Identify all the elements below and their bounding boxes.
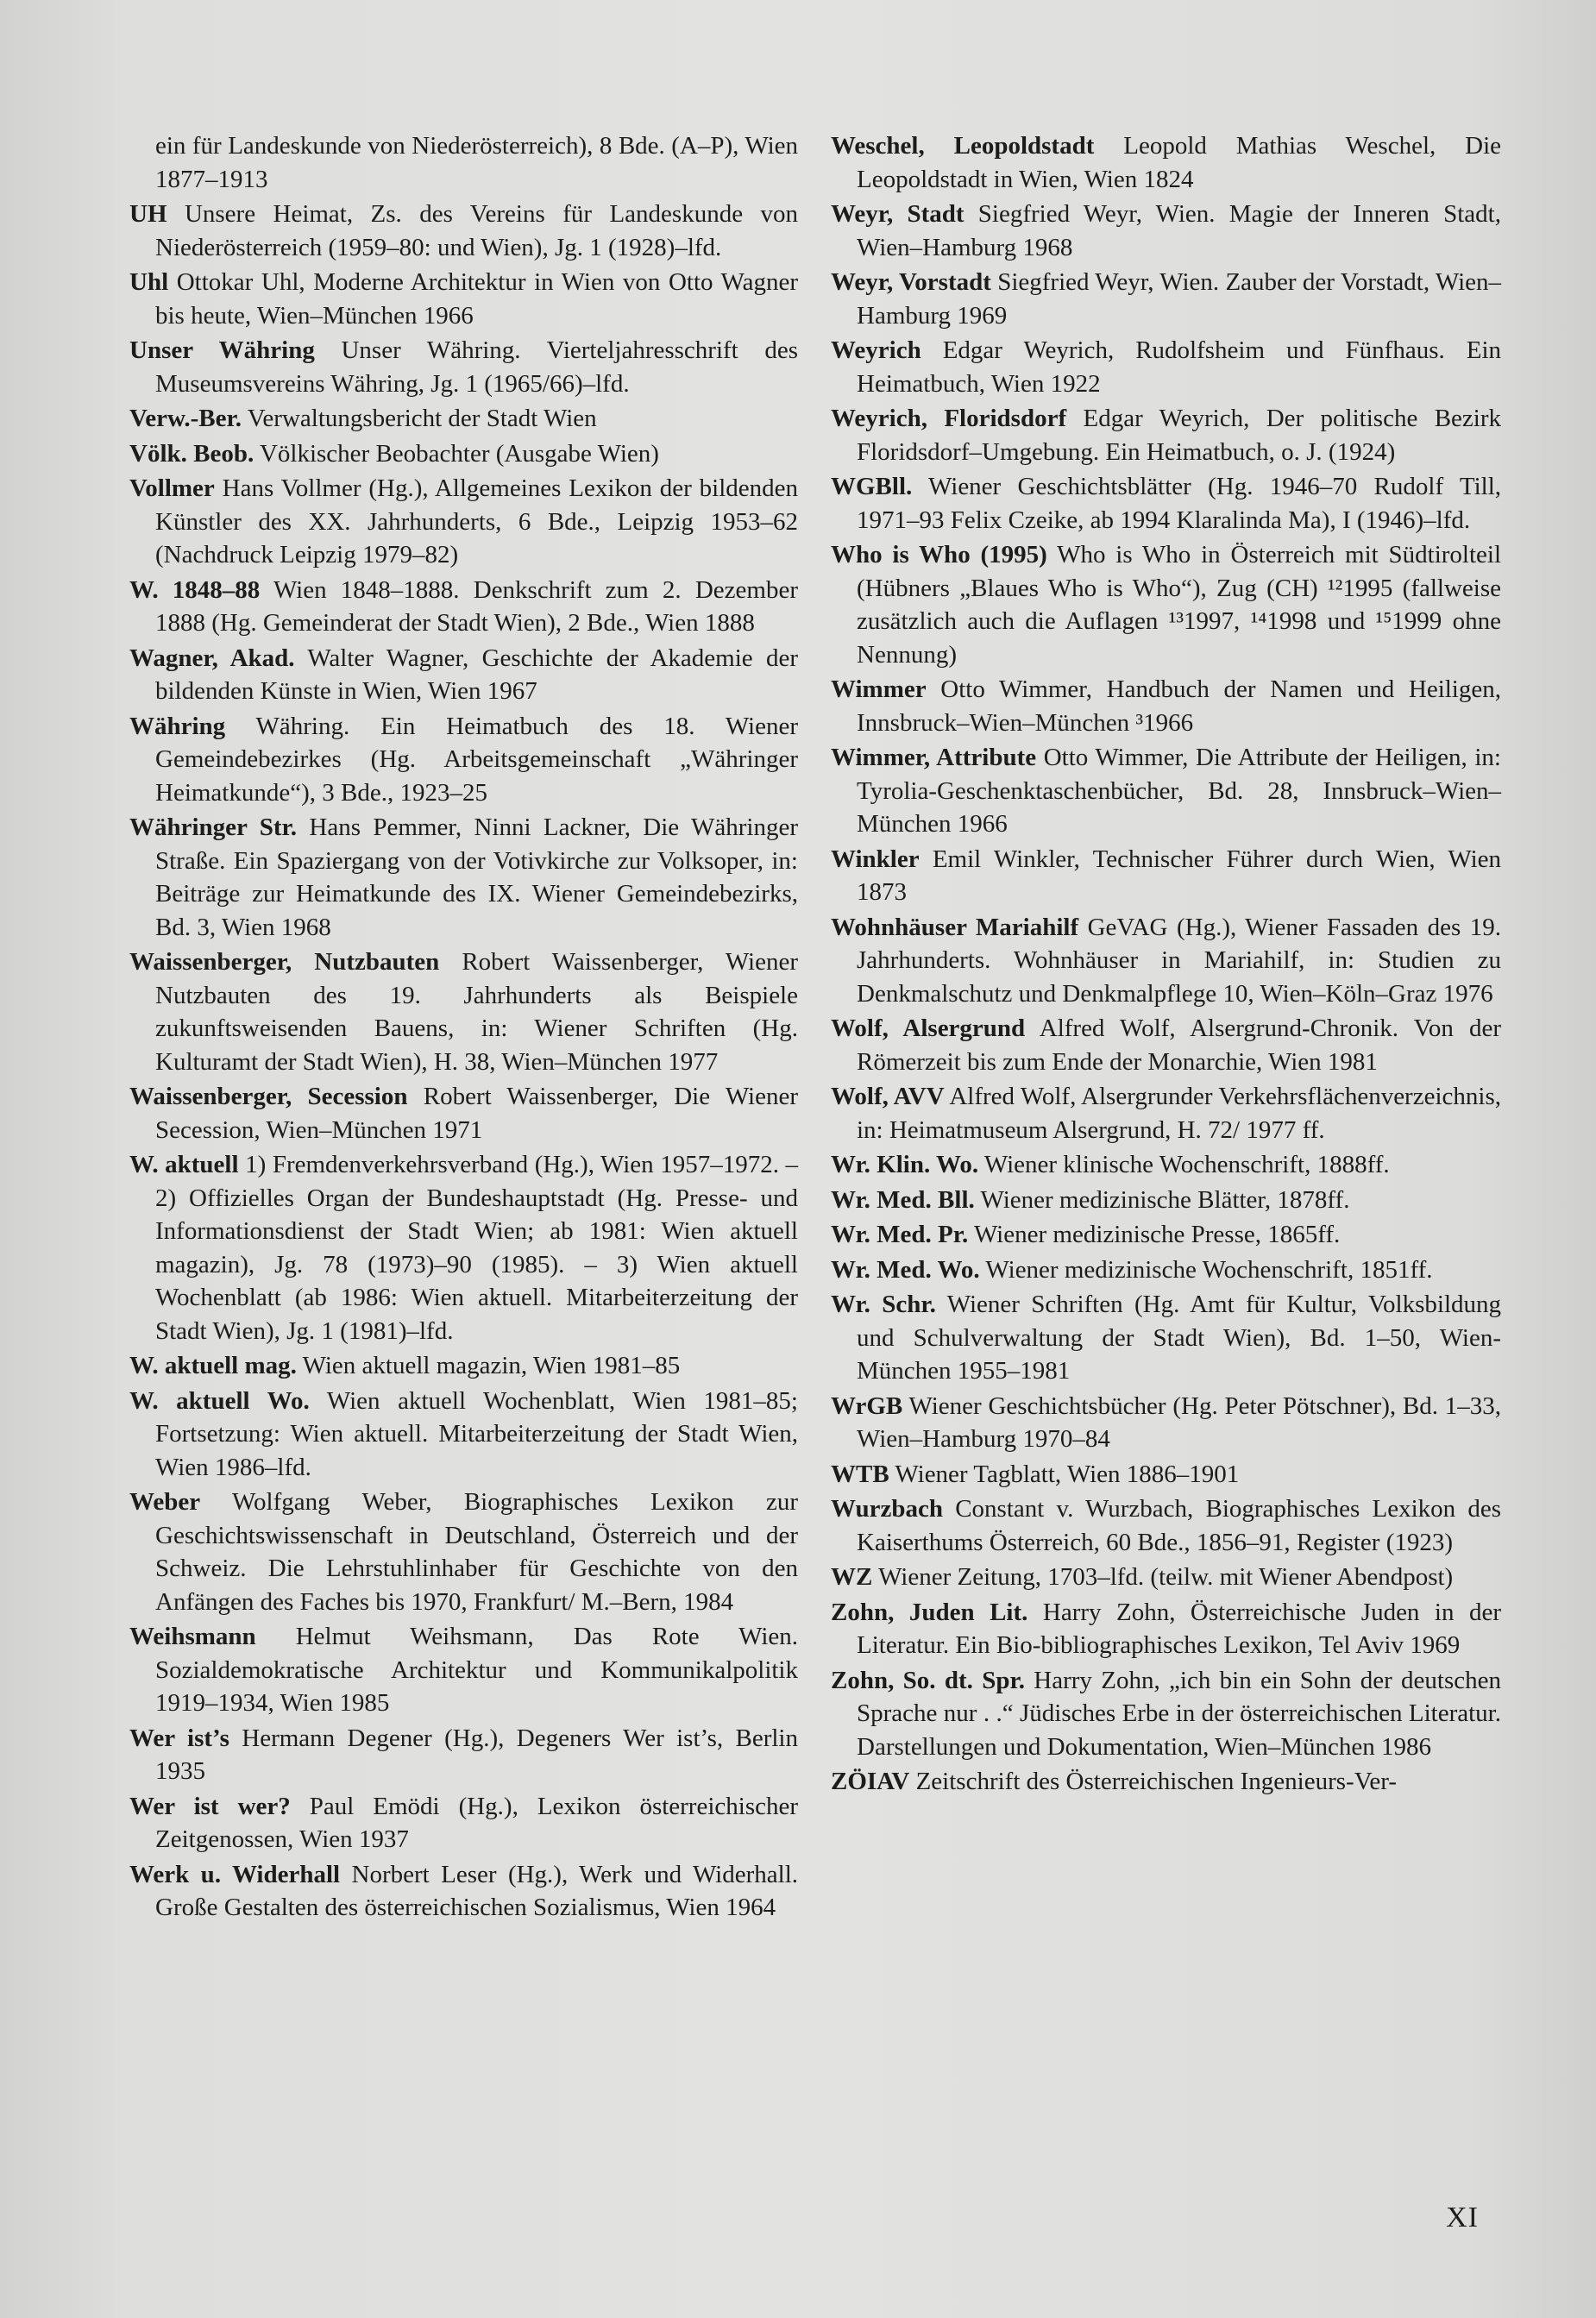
bibliography-entry xyxy=(831,1664,1501,1764)
bibliography-entry xyxy=(831,911,1501,1011)
bibliography-entry xyxy=(831,1148,1501,1182)
entry-abbreviation: Werk u. Widerhall xyxy=(129,1860,341,1888)
entry-text: Alfred Wolf, Alsergrund-Chronik. Von der Römerzeit bis zum Ende der Monarchie, Wien 1981 xyxy=(857,1015,1501,1076)
entry-text: Unsere Heimat, Zs. des Vereins für Landeskunde von Niederösterreich (1959–80: und Wien), Jg. 1 (1928)–lfd. xyxy=(155,200,798,261)
entry-abbreviation: WrGB xyxy=(831,1391,903,1420)
entry-abbreviation: Unser Währing xyxy=(129,336,315,364)
entry-text: Constant v. Wurzbach, Biographisches Lexikon des Kaiserthums Österreich, 60 Bde., 1856–91, Register (1923) xyxy=(857,1495,1501,1556)
entry-abbreviation: Weber xyxy=(129,1488,201,1516)
bibliography-entry xyxy=(129,1858,798,1925)
entry-text: Robert Waissenberger, Wiener Nutzbauten des 19. Jahrhunderts als Beispiele zukunftsweisenden Bauens, in: Wiener Schriften (Hg. Kulturamt der Stadt Wien), H. 38, Wien–München 1977 xyxy=(155,948,799,1076)
bibliography-entry xyxy=(831,843,1501,909)
entry-text: Wien aktuell magazin, Wien 1981–85 xyxy=(302,1352,681,1379)
entry-abbreviation: Wer ist wer? xyxy=(129,1792,291,1820)
entry-text: Paul Emödi (Hg.), Lexikon österreichischer Zeitgenossen, Wien 1937 xyxy=(155,1792,799,1853)
entry-text: GeVAG (Hg.), Wiener Fassaden des 19. Jahrhunderts. Wohnhäuser in Mariahilf, in: Studien zu Denkmalschutz und Denkmalpflege 10, Wien–Köln–Graz 1976 xyxy=(857,913,1502,1008)
entry-text: 1) Fremdenverkehrsverband (Hg.), Wien 1957–1972. – 2) Offizielles Organ der Bundeshauptstadt (Hg. Presse- und Informationsdienst der Stadt Wien; ab 1981: Wien aktuell magazin), Jg. 78 (1973)–90 (1985). – 3) Wien aktuell Wochenblatt (ab 1986: Wien aktuell. Mitarbeiterzeitung der Stadt Wien), Jg. 1 (1981)–lfd. xyxy=(155,1151,798,1345)
entry-abbreviation: Wolf, AVV xyxy=(831,1083,945,1110)
bibliography-entry xyxy=(129,1385,798,1485)
entry-text: Norbert Leser (Hg.), Werk und Widerhall. Große Gestalten des österreichischen Sozialismus, Wien 1964 xyxy=(155,1860,799,1921)
bibliography-entry xyxy=(831,1253,1501,1287)
bibliography-entry xyxy=(831,334,1501,400)
entry-text: Siegfried Weyr, Wien. Magie der Inneren Stadt, Wien–Hamburg 1968 xyxy=(857,200,1501,261)
entry-abbreviation: Zohn, So. dt. Spr. xyxy=(831,1666,1025,1694)
entry-abbreviation: W. 1848–88 xyxy=(129,575,261,604)
entry-text: Harry Zohn, Österreichische Juden in der Literatur. Ein Bio-bibliographisches Lexikon, Tel Aviv 1969 xyxy=(857,1598,1501,1659)
bibliography-entry xyxy=(129,574,798,640)
bibliography-entry xyxy=(129,1620,798,1720)
entry-abbreviation: Waissenberger, Nutzbauten xyxy=(129,948,440,976)
entry-text: Siegfried Weyr, Wien. Zauber der Vorstadt, Wien–Hamburg 1969 xyxy=(857,268,1501,330)
entry-abbreviation: Weyr, Stadt xyxy=(831,200,965,228)
entry-text: Harry Zohn, „ich bin ein Sohn der deutschen Sprache nur . .“ Jüdisches Erbe in der österreichischen Literatur. Darstellungen und Dokumentation, Wien–München 1986 xyxy=(857,1666,1502,1761)
bibliography-entry xyxy=(831,1080,1501,1146)
bibliography-entry xyxy=(129,811,798,944)
entry-text: Hermann Degener (Hg.), Degeners Wer ist’s, Berlin 1935 xyxy=(155,1724,798,1785)
entry-text: Wien 1848–1888. Denkschrift zum 2. Dezember 1888 (Hg. Gemeinderat der Stadt Wien), 2 Bde., Wien 1888 xyxy=(155,575,798,637)
entry-text: Ottokar Uhl, Moderne Architektur in Wien von Otto Wagner bis heute, Wien–München 1966 xyxy=(155,268,799,330)
bibliography-entry xyxy=(129,1148,798,1347)
entry-abbreviation: Waissenberger, Secession xyxy=(129,1083,408,1110)
bibliography-entry xyxy=(831,1458,1501,1492)
entry-abbreviation: Wr. Med. Pr. xyxy=(831,1221,969,1248)
bibliography-entry xyxy=(831,1390,1501,1456)
entry-abbreviation: WZ xyxy=(831,1563,873,1591)
entry-abbreviation: Wolf, Alsergrund xyxy=(831,1015,1026,1042)
bibliography-entry xyxy=(129,472,798,572)
bibliography-entry xyxy=(831,1288,1501,1388)
entry-text: Leopold Mathias Weschel, Die Leopoldstadt in Wien, Wien 1824 xyxy=(857,132,1501,193)
entry-abbreviation: Weyrich, Floridsdorf xyxy=(831,405,1067,432)
entry-text: Wiener Geschichtsbücher (Hg. Peter Pötschner), Bd. 1–33, Wien–Hamburg 1970–84 xyxy=(857,1391,1501,1453)
bibliography-entry xyxy=(831,402,1501,468)
bibliography-entry xyxy=(129,1486,798,1618)
entry-abbreviation: Weyrich xyxy=(831,336,921,364)
entry-text: Unser Währing. Vierteljahresschrift des Museumsvereins Währing, Jg. 1 (1965/66)–lfd. xyxy=(155,336,798,398)
bibliography-entry xyxy=(129,1080,798,1146)
bibliography-entry xyxy=(129,266,798,332)
entry-abbreviation: Wurzbach xyxy=(831,1495,943,1523)
bibliography-entry xyxy=(831,129,1501,196)
bibliography-entry xyxy=(831,1765,1501,1799)
entry-text: Otto Wimmer, Handbuch der Namen und Heiligen, Innsbruck–Wien–München ³1966 xyxy=(857,675,1501,737)
entry-text: Walter Wagner, Geschichte der Akademie der bildenden Künste in Wien, Wien 1967 xyxy=(155,644,798,705)
entry-text: Wiener medizinische Blätter, 1878ff. xyxy=(980,1185,1350,1214)
entry-abbreviation: Zohn, Juden Lit. xyxy=(831,1598,1028,1626)
entry-abbreviation: Völk. Beob. xyxy=(129,439,254,468)
entry-text: Edgar Weyrich, Der politische Bezirk Floridsdorf–Umgebung. Ein Heimatbuch, o. J. (1924) xyxy=(857,405,1501,466)
entry-text: Alfred Wolf, Alsergrunder Verkehrsflächenverzeichnis, in: Heimatmuseum Alsergrund, H. 72/ 1977 ff. xyxy=(857,1083,1501,1144)
entry-abbreviation: Weihsmann xyxy=(129,1623,256,1650)
entry-abbreviation: Währinger Str. xyxy=(129,813,298,841)
bibliography-entry xyxy=(831,1012,1501,1078)
entry-abbreviation: Weschel, Leopoldstadt xyxy=(831,132,1095,160)
bibliography-entry xyxy=(831,1492,1501,1559)
entry-abbreviation: Währing xyxy=(129,712,226,740)
left-column xyxy=(129,129,798,1926)
entry-text: Helmut Weihsmann, Das Rote Wien. Sozialdemokratische Architektur und Kommunikalpolitik 1919–1934, Wien 1985 xyxy=(155,1623,798,1717)
entry-abbreviation: Wagner, Akad. xyxy=(129,644,295,672)
entry-text: Wiener medizinische Presse, 1865ff. xyxy=(973,1221,1341,1248)
entry-text: Wiener medizinische Wochenschrift, 1851ff. xyxy=(985,1255,1433,1284)
bibliography-entry xyxy=(831,1218,1501,1252)
entry-abbreviation: Uhl xyxy=(129,268,169,296)
entry-text: Wiener Zeitung, 1703–lfd. (teilw. mit Wiener Abendpost) xyxy=(878,1563,1454,1591)
bibliography-entry xyxy=(129,1790,798,1856)
entry-text: Währing. Ein Heimatbuch des 18. Wiener Gemeindebezirkes (Hg. Arbeitsgemeinschaft „Währinger Heimatkunde“), 3 Bde., 1923–25 xyxy=(155,712,798,807)
entry-text: Völkischer Beobachter (Ausgabe Wien) xyxy=(259,439,659,468)
bibliography-entry xyxy=(129,129,798,196)
entry-abbreviation: WTB xyxy=(831,1460,889,1488)
bibliography-entry xyxy=(129,1349,798,1383)
entry-text: ein für Landeskunde von Niederösterreich), 8 Bde. (A–P), Wien 1877–1913 xyxy=(155,132,798,193)
entry-text: Hans Pemmer, Ninni Lackner, Die Währinger Straße. Ein Spaziergang von der Votivkirche zur Volksoper, in: Beiträge zur Heimatkunde des IX. Wiener Gemeindebezirks, Bd. 3, Wien 1968 xyxy=(155,813,798,941)
bibliography-entry xyxy=(129,198,798,264)
bibliography-entry xyxy=(129,642,798,708)
entry-abbreviation: WGBll. xyxy=(831,473,913,500)
bibliography-entry xyxy=(831,198,1501,264)
bibliography-entry xyxy=(831,673,1501,739)
bibliography-entry xyxy=(129,334,798,400)
entry-abbreviation: Wimmer xyxy=(831,675,927,703)
entry-text: Zeitschrift des Österreichischen Ingenieurs-Ver- xyxy=(915,1768,1398,1795)
entry-abbreviation: Wr. Med. Wo. xyxy=(831,1255,980,1284)
bibliography-entry xyxy=(129,1722,798,1788)
entry-abbreviation: W. aktuell mag. xyxy=(129,1352,297,1379)
entry-abbreviation: Wohnhäuser Mariahilf xyxy=(831,913,1079,941)
bibliography-entry xyxy=(831,1184,1501,1217)
entry-abbreviation: Who is Who (1995) xyxy=(831,541,1047,569)
entry-abbreviation: Weyr, Vorstadt xyxy=(831,268,991,296)
entry-text: Wien aktuell Wochenblatt, Wien 1981–85; Fortsetzung: Wien aktuell. Mitarbeiterzeitung der Stadt Wien, Wien 1986–lfd. xyxy=(155,1386,798,1481)
entry-text: Emil Winkler, Technischer Führer durch Wien, Wien 1873 xyxy=(857,845,1502,906)
bibliography-entry xyxy=(831,538,1501,671)
entry-abbreviation: Vollmer xyxy=(129,474,215,502)
entry-abbreviation: Verw.-Ber. xyxy=(129,405,242,432)
entry-text: Robert Waissenberger, Die Wiener Secession, Wien–München 1971 xyxy=(155,1083,799,1144)
entry-abbreviation: Wr. Med. Bll. xyxy=(831,1185,975,1214)
entry-abbreviation: Wer ist’s xyxy=(129,1724,229,1752)
entry-text: Hans Vollmer (Hg.), Allgemeines Lexikon der bildenden Künstler des XX. Jahrhunderts, 6 Bde., Leipzig 1953–62 (Nachdruck Leipzig 1979–82) xyxy=(155,474,798,569)
entry-abbreviation: Winkler xyxy=(831,845,920,873)
bibliography-entry xyxy=(831,470,1501,537)
entry-text: Wiener Schriften (Hg. Amt für Kultur, Volksbildung und Schulverwaltung der Stadt Wien), Bd. 1–50, Wien-München 1955–1981 xyxy=(857,1291,1502,1385)
entry-text: Verwaltungsbericht der Stadt Wien xyxy=(247,405,597,432)
entry-text: Otto Wimmer, Die Attribute der Heiligen, in: Tyrolia-Geschenktaschenbücher, Bd. 28, Innsbruck–Wien–München 1966 xyxy=(857,744,1501,838)
entry-text: Wiener Geschichtsblätter (Hg. 1946–70 Rudolf Till, 1971–93 Felix Czeike, ab 1994 Klaralinda Ma), I (1946)–lfd. xyxy=(857,473,1502,534)
entry-text: Wolfgang Weber, Biographisches Lexikon zur Geschichtswissenschaft in Deutschland, Österreich und der Schweiz. Die Lehrstuhlinhaber für Geschichte von den Anfängen des Faches bis 1970, Frankfurt/ M.–Bern, 1984 xyxy=(155,1488,798,1616)
bibliography-entry xyxy=(129,945,798,1078)
entry-abbreviation: Wimmer, Attribute xyxy=(831,744,1037,771)
entry-abbreviation: Wr. Klin. Wo. xyxy=(831,1151,979,1178)
entry-abbreviation: W. aktuell Wo. xyxy=(129,1386,310,1415)
entry-abbreviation: UH xyxy=(129,200,167,228)
entry-abbreviation: ZÖIAV xyxy=(831,1768,910,1795)
entry-abbreviation: W. aktuell xyxy=(129,1151,239,1178)
entry-text: Wiener Tagblatt, Wien 1886–1901 xyxy=(895,1460,1240,1488)
bibliography-entry xyxy=(129,710,798,810)
bibliography-entry xyxy=(831,1561,1501,1594)
bibliography-entry xyxy=(831,266,1501,332)
entry-text: Edgar Weyrich, Rudolfsheim und Fünfhaus. Ein Heimatbuch, Wien 1922 xyxy=(857,336,1502,398)
entry-abbreviation: Wr. Schr. xyxy=(831,1291,936,1318)
entry-text: Who is Who in Österreich mit Südtirolteil (Hübners „Blaues Who is Who“), Zug (CH) ¹²1995 (fallweise zusätzlich auch die Auflagen ¹³1997, ¹⁴1998 und ¹⁵1999 ohne Nennung) xyxy=(857,541,1502,669)
bibliography-entry xyxy=(831,741,1501,841)
bibliography-entry xyxy=(129,437,798,471)
right-column xyxy=(831,129,1501,1800)
page-number: XI xyxy=(1446,2202,1479,2233)
entry-text: Wiener klinische Wochenschrift, 1888ff. xyxy=(983,1151,1390,1178)
bibliography-entry xyxy=(831,1596,1501,1662)
bibliography-entry xyxy=(129,402,798,436)
